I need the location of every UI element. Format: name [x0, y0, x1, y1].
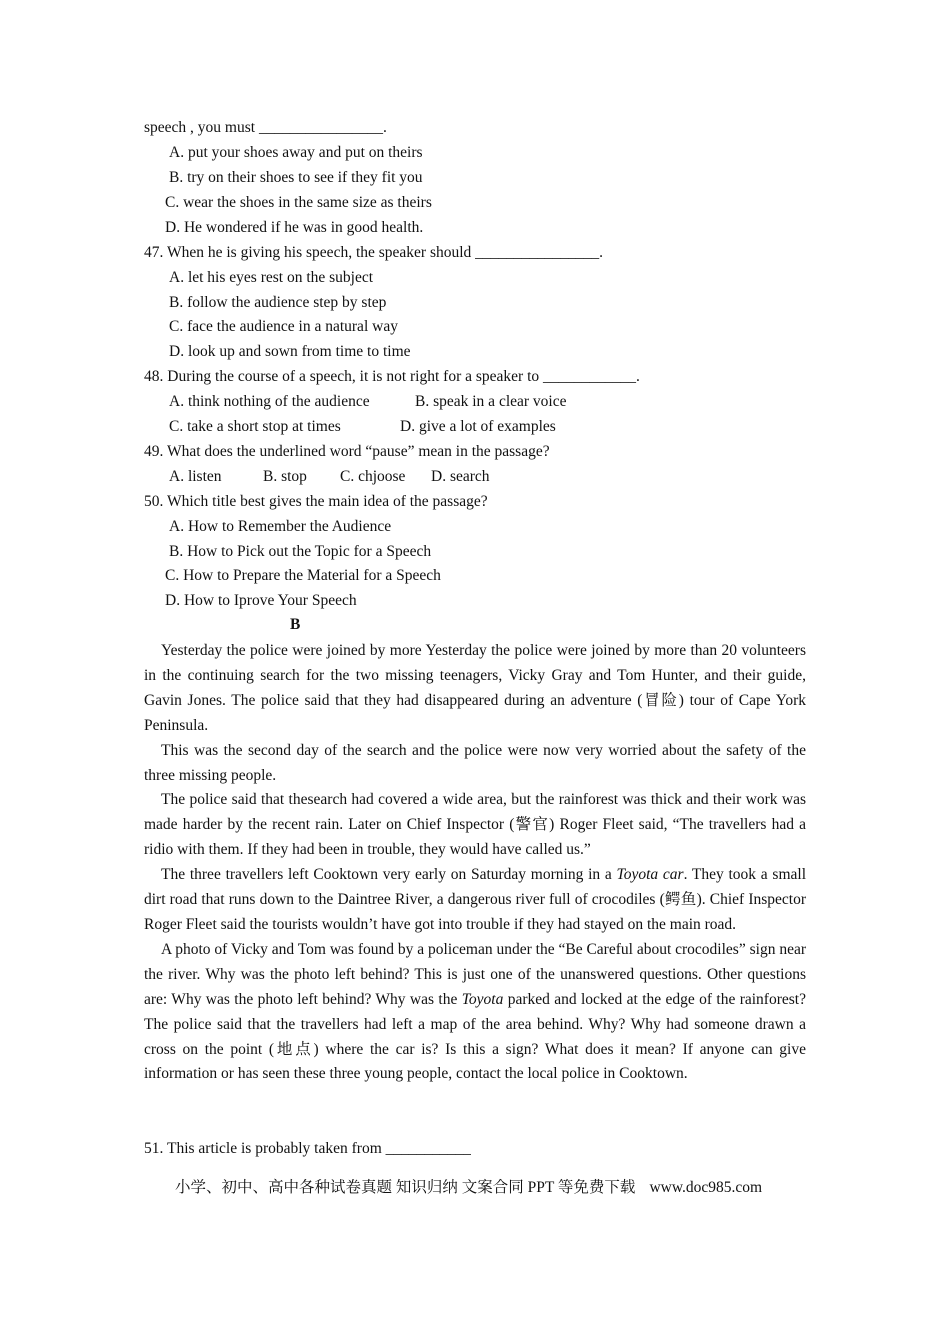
- q51-stem: 51. This article is probably taken from ___________: [144, 1140, 471, 1157]
- q48-option-c: C. take a short stop at times: [169, 418, 341, 435]
- q46-option-d: D. He wondered if he was in good health.: [165, 219, 424, 236]
- footer-url: www.doc985.com: [649, 1179, 763, 1196]
- q48-option-b: B. speak in a clear voice: [415, 393, 567, 410]
- passage-paragraph-5: [144, 938, 806, 1087]
- q47-option-b: B. follow the audience step by step: [169, 294, 387, 311]
- passage-paragraph-4: [144, 863, 806, 938]
- q46-stem: speech , you must ________________.: [144, 119, 387, 136]
- q49-option-b: B. stop: [263, 468, 307, 485]
- passage-paragraph: Yesterday the police were joined by more Yesterday the police were joined by more than 20 volunteers in the continuing search for the two missing teenagers, Vicky Gray and Tom Hunter, and their guide, Gavin Jones. The police said that they had disappeared during an adventure (冒险) tour of Cape York Peninsula.: [144, 642, 806, 734]
- footer-text: 小学、初中、高中各种试卷真题 知识归纳 文案合同 PPT 等免费下载: [175, 1179, 636, 1196]
- q46-option-a: A. put your shoes away and put on theirs: [169, 144, 423, 161]
- passage-paragraph: This was the second day of the search and the police were now very worried about the safety of the three missing people.: [144, 741, 806, 784]
- q50-option-b: B. How to Pick out the Topic for a Speech: [169, 543, 432, 560]
- section-b-heading: B: [290, 616, 301, 633]
- passage-b: [144, 639, 806, 1087]
- q49-option-c: C. chjoose: [340, 468, 406, 485]
- q49-option-a: A. listen: [169, 468, 222, 485]
- text-run: parked and locked at the edge of the rainforest? The police said that the travellers had left a map of the area behind. Why? Why had someone drawn a cross on the point (地点) where the car is? Is this a sign? What does it mean? If anyone can give information or has seen these three young people, contact the local police in Cooktown.: [144, 990, 806, 1083]
- q50-option-a: A. How to Remember the Audience: [169, 518, 392, 535]
- q47-stem: 47. When he is giving his speech, the speaker should ________________.: [144, 244, 604, 261]
- q47-option-d: D. look up and sown from time to time: [169, 343, 411, 360]
- q49-stem: 49. What does the underlined word “pause” mean in the passage?: [144, 443, 550, 460]
- q48-stem: 48. During the course of a speech, it is not right for a speaker to ____________.: [144, 368, 640, 385]
- q46-option-b: B. try on their shoes to see if they fit you: [169, 169, 423, 186]
- italic-text: Toyota: [461, 990, 504, 1008]
- q48-option-a: A. think nothing of the audience: [169, 393, 370, 410]
- text-run: A photo of Vicky and Tom was found by a policeman under the “Be Careful about crocodiles” sign near the river. Why was the photo left behind? This is just one of the unanswered questions. Other questions are: Why was the photo left behind? Why was the: [144, 940, 806, 1008]
- q47-option-c: C. face the audience in a natural way: [169, 318, 398, 335]
- q46-option-c: C. wear the shoes in the same size as theirs: [165, 194, 432, 211]
- passage-paragraph: The police said that thesearch had covered a wide area, but the rainforest was thick and their work was made harder by the recent rain. Later on Chief Inspector (警官) Roger Fleet said, “The travellers had a ridio with them. If they had been in trouble, they would have called us.”: [144, 791, 806, 859]
- q50-option-d: D. How to Iprove Your Speech: [165, 592, 357, 609]
- italic-text: Toyota car: [616, 866, 684, 884]
- q48-option-d: D. give a lot of examples: [400, 418, 556, 435]
- q50-option-c: C. How to Prepare the Material for a Speech: [165, 567, 441, 584]
- text-run: . They took a small dirt road that runs down to the Daintree River, a dangerous river full of crocodiles (鳄鱼). Chief Inspector Roger Fleet said the tourists wouldn’t have got into trouble if they had stayed on the main road.: [144, 866, 807, 933]
- q50-stem: 50. Which title best gives the main idea of the passage?: [144, 493, 488, 510]
- q47-option-a: A. let his eyes rest on the subject: [169, 269, 374, 286]
- page-footer: [175, 1175, 762, 1197]
- q49-option-d: D. search: [431, 468, 490, 485]
- text-run: The three travellers left Cooktown very early on Saturday morning in a: [161, 866, 617, 884]
